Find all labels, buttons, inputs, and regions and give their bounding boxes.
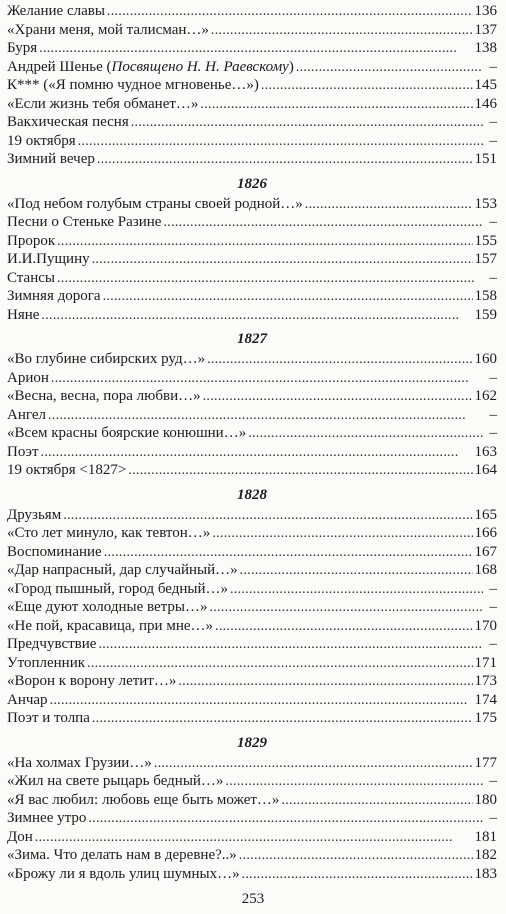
entry-page: 136	[474, 3, 497, 19]
entry-title: Желание славы	[7, 3, 105, 19]
entry-page: –	[489, 132, 497, 149]
entry-page: 138	[474, 40, 497, 56]
entry-title: 19 октября	[7, 132, 76, 149]
dot-leader	[131, 113, 483, 133]
toc-entry	[7, 406, 497, 425]
entry-title: «Сто лет минуло, как тевтон…»	[7, 525, 211, 541]
entry-title: Арион	[7, 369, 49, 386]
entry-title: «Город пышный, город бедный…»	[7, 580, 228, 597]
toc-entry	[7, 809, 497, 828]
toc-entry	[7, 598, 497, 617]
dot-leader	[178, 672, 472, 692]
dot-leader	[200, 95, 472, 115]
entry-title: «На холмах Грузии…»	[7, 754, 152, 771]
dot-leader	[128, 461, 472, 481]
toc-entry	[7, 250, 497, 269]
dot-leader	[41, 443, 473, 463]
entry-title: Анчар	[7, 691, 48, 708]
toc-entry	[7, 232, 497, 251]
toc-entry	[7, 350, 497, 369]
entry-page: –	[489, 214, 497, 230]
toc-entry	[7, 654, 497, 673]
toc-entry	[7, 506, 497, 525]
entry-title: 19 октября <1827>	[7, 462, 127, 478]
entry-page: 165	[474, 506, 497, 523]
dot-leader	[305, 195, 473, 215]
toc-entry	[7, 150, 497, 169]
entry-page: 173	[474, 673, 497, 689]
entry-title: «Весна, весна, пора любви…»	[7, 388, 201, 404]
entry-title: «Брожу ли я вдоль улиц шумных…»	[7, 865, 240, 882]
dot-leader	[103, 287, 473, 307]
dot-leader	[154, 754, 473, 774]
toc-entry	[7, 461, 497, 480]
toc-entry	[7, 791, 497, 810]
dot-leader	[57, 269, 483, 289]
entry-page: 158	[474, 288, 497, 304]
dot-leader	[107, 2, 473, 22]
entry-title: Поэт	[7, 443, 39, 460]
toc-entry	[7, 772, 497, 791]
entry-page: 174	[474, 691, 497, 708]
entry-title: «Дар напрасный, дар случайный…»	[7, 562, 238, 578]
dot-leader	[248, 424, 483, 444]
dot-leader	[296, 58, 483, 78]
dot-leader	[163, 213, 483, 233]
dot-leader	[88, 809, 483, 829]
entry-page: 182	[474, 847, 497, 863]
dot-leader	[51, 369, 483, 389]
entry-page: 177	[474, 754, 497, 771]
toc-entry	[7, 617, 497, 636]
toc-entry	[7, 561, 497, 580]
dot-leader	[207, 350, 472, 370]
entry-title: Пророк	[7, 232, 56, 249]
entry-page: 175	[474, 710, 497, 726]
entry-title: Вакхическая песня	[7, 114, 129, 130]
entry-dedication: Посвящено Н. Н. Раевскому	[111, 58, 289, 75]
toc-entry	[7, 213, 497, 232]
entry-page: 146	[474, 95, 497, 112]
toc-entry	[7, 21, 497, 40]
entry-page: 181	[474, 828, 497, 845]
year-heading: 1826	[237, 175, 267, 192]
year-heading: 1827	[237, 331, 267, 347]
entry-title: «Во глубине сибирских руд…»	[7, 351, 206, 367]
entry-page: 151	[474, 151, 497, 167]
entry-title: Воспоминание	[7, 543, 102, 560]
entry-title: Зимнее утро	[7, 810, 87, 826]
toc-entry	[7, 113, 497, 132]
entry-title: «Зима. Что делать нам в деревне?..»	[7, 847, 237, 863]
entry-title: Буря	[7, 40, 38, 56]
dot-leader	[98, 635, 483, 655]
toc-entry	[7, 2, 497, 21]
toc-entry	[7, 865, 497, 884]
entry-title: Друзьям	[7, 506, 62, 523]
toc-entry	[7, 543, 497, 562]
entry-title: «Под небом голубым страны своей родной…»	[7, 195, 303, 212]
entry-page: 171	[474, 654, 497, 671]
entry-title: Стансы	[7, 269, 55, 286]
entry-title: «Я вас любил: любовь еще быть может…»	[7, 791, 280, 808]
toc-entry	[7, 580, 497, 599]
dot-leader	[35, 828, 473, 848]
dot-leader	[87, 654, 472, 674]
entry-title: Зимний вечер	[7, 151, 95, 167]
entry-title-tail: )	[288, 58, 294, 75]
toc-entry	[7, 39, 497, 58]
toc-entry	[7, 754, 497, 773]
year-heading: 1829	[237, 734, 267, 751]
toc-entry	[7, 76, 497, 95]
entry-title: Ангел	[7, 406, 46, 423]
entry-page: 183	[474, 865, 497, 882]
entry-page: 168	[474, 562, 497, 578]
entry-page: 137	[474, 21, 497, 38]
entry-title: И.И.Пущину	[7, 251, 90, 267]
dot-leader	[225, 772, 483, 792]
entry-title: Предчувствие	[7, 636, 97, 652]
year-heading: 1828	[237, 486, 267, 503]
dot-leader	[39, 39, 472, 59]
toc-entry	[7, 287, 497, 306]
entry-title: «Не пой, красавица, при мне…»	[7, 617, 214, 634]
dot-leader	[57, 232, 472, 252]
toc-entry	[7, 306, 497, 325]
dot-leader	[281, 791, 472, 811]
entry-page: –	[489, 773, 497, 789]
entry-page: 153	[474, 195, 497, 212]
dot-leader	[92, 709, 473, 729]
entry-page: –	[489, 810, 497, 826]
entry-title-text: Андрей Шенье (	[7, 58, 112, 75]
toc-entry	[7, 95, 497, 114]
toc-entry	[7, 132, 497, 151]
entry-page: 155	[474, 232, 497, 249]
table-of-contents	[7, 2, 497, 883]
toc-entry	[7, 269, 497, 288]
toc-entry	[7, 443, 497, 462]
dot-leader	[242, 865, 473, 885]
dot-leader	[212, 524, 472, 544]
dot-leader	[215, 617, 472, 637]
entry-title: Зимняя дорога	[7, 288, 101, 304]
toc-entry	[7, 524, 497, 543]
entry-title: «Еще дуют холодные ветры…»	[7, 599, 208, 615]
page-number: 253	[241, 891, 265, 907]
dot-leader	[50, 691, 473, 711]
toc-entry	[7, 387, 497, 406]
entry-page: –	[489, 114, 497, 130]
entry-title: Песни о Стеньке Разине	[7, 214, 162, 230]
toc-entry	[7, 828, 497, 847]
entry-title: «Жил на свете рыцарь бедный…»	[7, 773, 224, 789]
dot-leader	[92, 250, 473, 270]
entry-page: –	[489, 369, 497, 386]
dot-leader	[239, 846, 473, 866]
dot-leader	[261, 76, 473, 96]
toc-entry	[7, 672, 497, 691]
dot-leader	[48, 406, 483, 426]
entry-page: 180	[474, 791, 497, 808]
entry-title: «Ворон к ворону летит…»	[7, 673, 177, 689]
toc-entry	[7, 369, 497, 388]
dot-leader	[211, 21, 473, 41]
entry-title: «Храни меня, мой талисман…»	[7, 21, 209, 38]
dot-leader	[63, 506, 472, 526]
toc-entry	[7, 691, 497, 710]
entry-title: Утопленник	[7, 654, 86, 671]
entry-page: 163	[474, 443, 497, 460]
entry-page: –	[489, 636, 497, 652]
toc-entry	[7, 195, 497, 214]
entry-page: 160	[474, 351, 497, 367]
entry-title: Дон	[7, 828, 33, 845]
dot-leader	[104, 543, 473, 563]
entry-page: –	[489, 425, 497, 441]
entry-title: Няне	[7, 306, 40, 323]
entry-page: –	[489, 406, 497, 423]
dot-leader	[203, 387, 473, 407]
dot-leader	[230, 580, 483, 600]
entry-page: –	[489, 580, 497, 597]
entry-page: 164	[474, 462, 497, 478]
toc-entry	[7, 424, 497, 443]
entry-title	[7, 58, 294, 77]
toc-entry	[7, 58, 497, 77]
entry-page: 162	[474, 388, 497, 404]
toc-entry	[7, 709, 497, 728]
dot-leader	[41, 306, 472, 326]
entry-page: 170	[474, 617, 497, 634]
entry-title: «Если жизнь тебя обманет…»	[7, 95, 199, 112]
dot-leader	[97, 150, 473, 170]
entry-page: –	[489, 58, 497, 75]
entry-page: –	[489, 599, 497, 615]
entry-page: –	[489, 269, 497, 286]
toc-entry	[7, 635, 497, 654]
entry-page: 159	[474, 306, 497, 323]
entry-title: Поэт и толпа	[7, 710, 90, 726]
dot-leader	[209, 598, 483, 618]
toc-entry	[7, 846, 497, 865]
entry-page: 166	[474, 525, 497, 541]
entry-page: 145	[474, 77, 497, 93]
entry-page: 167	[474, 543, 497, 560]
dot-leader	[78, 132, 483, 152]
entry-title: К*** («Я помню чудное мгновенье…»)	[7, 77, 259, 93]
dot-leader	[240, 561, 473, 581]
entry-page: 157	[474, 251, 497, 267]
entry-title: «Всем красны боярские конюшни…»	[7, 425, 247, 441]
